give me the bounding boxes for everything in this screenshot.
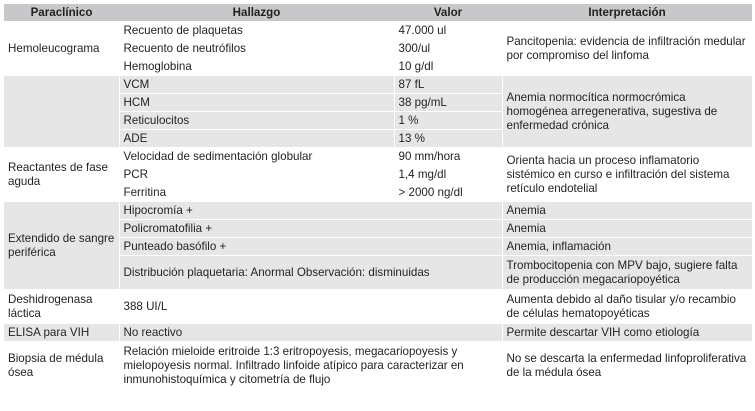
table-row	[4, 324, 752, 342]
header-interpretacion: Interpretación	[502, 4, 752, 22]
paraclinico-cell: Deshidrogenasa láctica	[4, 290, 119, 324]
hallazgo-cell: Hipocromía +	[119, 202, 502, 220]
paraclinico-cell: Reactantes de fase aguda	[4, 148, 119, 202]
valor-cell: 10 g/dl	[394, 58, 502, 76]
interpretacion-cell: Aumenta debido al daño tisular y/o recambio de células hematopoyéticas	[502, 290, 752, 324]
hallazgo-cell: VCM	[119, 76, 394, 94]
paraclinico-cell: ELISA para VIH	[4, 324, 119, 342]
interpretacion-cell: Anemia	[502, 202, 752, 220]
valor-cell: 1 %	[394, 112, 502, 130]
valor-cell: 47.000 ul	[394, 22, 502, 40]
header-paraclinico: Paraclínico	[4, 4, 119, 22]
hallazgo-cell: ADE	[119, 130, 394, 148]
hallazgo-cell: PCR	[119, 166, 394, 184]
hallazgo-cell: Reticulocitos	[119, 112, 394, 130]
paraclinico-cell	[4, 76, 119, 148]
hallazgo-cell: Policromatofilia +	[119, 220, 502, 238]
table-row	[4, 342, 752, 390]
valor-cell: 300/ul	[394, 40, 502, 58]
hallazgo-cell: Punteado basófilo +	[119, 238, 502, 256]
interpretacion-cell: Anemia, inflamación	[502, 238, 752, 256]
interpretacion-cell: Anemia	[502, 220, 752, 238]
hallazgo-cell: No reactivo	[119, 324, 502, 342]
interpretacion-cell: Trombocitopenia con MPV bajo, sugiere falta de producción megacariopoyética	[502, 256, 752, 290]
valor-cell: 90 mm/hora	[394, 148, 502, 166]
hallazgo-cell: Recuento de neutrófilos	[119, 40, 394, 58]
interpretacion-cell: Orienta hacia un proceso inflamatorio sistémico en curso e infiltración del sistema retículo endotelial	[502, 148, 752, 202]
hallazgo-cell: Distribución plaquetaria: Anormal Observación: disminuidas	[119, 256, 502, 290]
table-row	[4, 148, 752, 166]
interpretacion-cell: Pancitopenia: evidencia de infiltración medular por compromiso del linfoma	[502, 22, 752, 76]
header-hallazgo: Hallazgo	[119, 4, 394, 22]
hallazgo-cell: Relación mieloide eritroide 1:3 eritropoyesis, megacariopoyesis y mielopoyesis normal. Infiltrado linfoide atípico para caracterizar en inmunohistoquímica y citometría de flujo	[119, 342, 502, 390]
valor-cell: > 2000 ng/dl	[394, 184, 502, 202]
hallazgo-cell: Ferritina	[119, 184, 394, 202]
hallazgo-cell: Velocidad de sedimentación globular	[119, 148, 394, 166]
hallazgo-cell: 388 UI/L	[119, 290, 502, 324]
header-valor: Valor	[394, 4, 502, 22]
valor-cell: 1,4 mg/dl	[394, 166, 502, 184]
lab-results-table	[4, 3, 752, 390]
header-row	[4, 4, 752, 22]
valor-cell: 87 fL	[394, 76, 502, 94]
paraclinico-cell: Biopsia de médula ósea	[4, 342, 119, 390]
hallazgo-cell: Recuento de plaquetas	[119, 22, 394, 40]
table-row	[4, 202, 752, 220]
table-row	[4, 76, 752, 94]
table-row	[4, 22, 752, 40]
hallazgo-cell: Hemoglobina	[119, 58, 394, 76]
hallazgo-cell: HCM	[119, 94, 394, 112]
interpretacion-cell: Permite descartar VIH como etiología	[502, 324, 752, 342]
paraclinico-cell: Hemoleucograma	[4, 22, 119, 76]
table-row	[4, 290, 752, 324]
paraclinico-cell: Extendido de sangre periférica	[4, 202, 119, 290]
valor-cell: 38 pg/mL	[394, 94, 502, 112]
interpretacion-cell: No se descarta la enfermedad linfoproliferativa de la médula ósea	[502, 342, 752, 390]
interpretacion-cell: Anemia normocítica normocrómica homogénea arregenerativa, sugestiva de enfermedad crónica	[502, 76, 752, 148]
valor-cell: 13 %	[394, 130, 502, 148]
